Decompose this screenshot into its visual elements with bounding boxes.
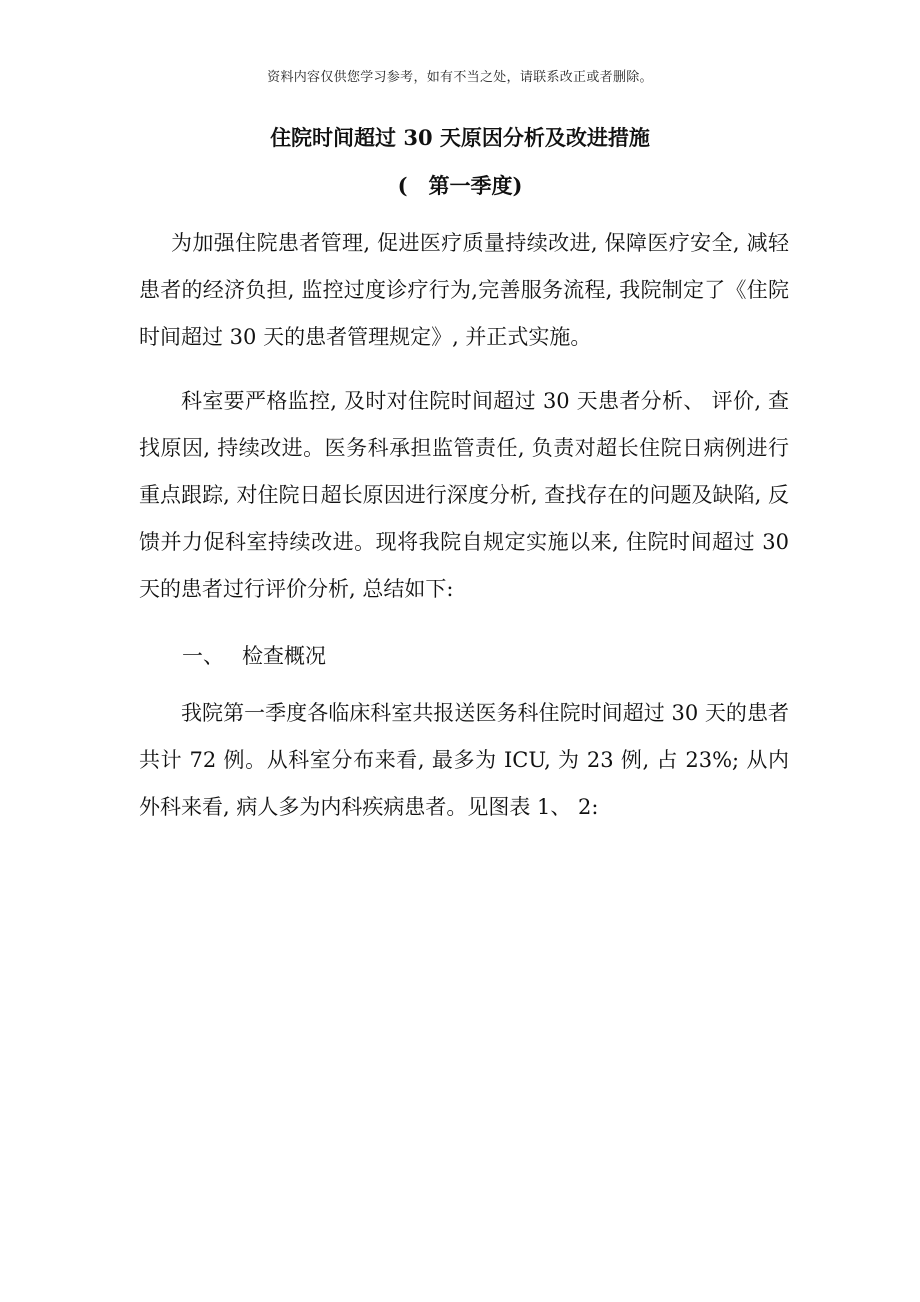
intro-paragraph: 为加强住院患者管理, 促进医疗质量持续改进, 保障医疗安全, 减轻患者的经济负担, 监控过度诊疗行为,完善服务流程, 我院制定了《住院时间超过 30 天的患者管理规定》, 并正式实施。 <box>139 231 789 349</box>
section-number: 一、 <box>182 644 224 668</box>
document-subtitle: ( 第一季度) <box>397 173 523 198</box>
section-heading-text: 检查概况 <box>242 644 326 668</box>
overview-paragraph: 我院第一季度各临床科室共报送医务科住院时间超过 30 天的患者共计 72 例。从科室分布来看, 最多为 ICU, 为 23 例, 占 23%; 从内外科来看, 病人多为内科疾病患者。见图表 1、 2: <box>139 701 789 819</box>
monitoring-paragraph: 科室要严格监控, 及时对住院时间超过 30 天患者分析、 评价, 查找原因, 持续改进。医务科承担监管责任, 负责对超长住院日病例进行重点跟踪, 对住院日超长原因进行深度分析, 查找存在的问题及缺陷, 反馈并力促科室持续改进。现将我院自规定实施以来, 住院时间超过 30 天的患者过行评价分析, 总结如下: <box>139 389 789 601</box>
section-heading <box>182 633 326 680</box>
document-title: 住院时间超过 30 天原因分析及改进措施 <box>270 125 650 150</box>
disclaimer-header: 资料内容仅供您学习参考，如有不当之处，请联系改正或者删除。 <box>267 70 653 85</box>
